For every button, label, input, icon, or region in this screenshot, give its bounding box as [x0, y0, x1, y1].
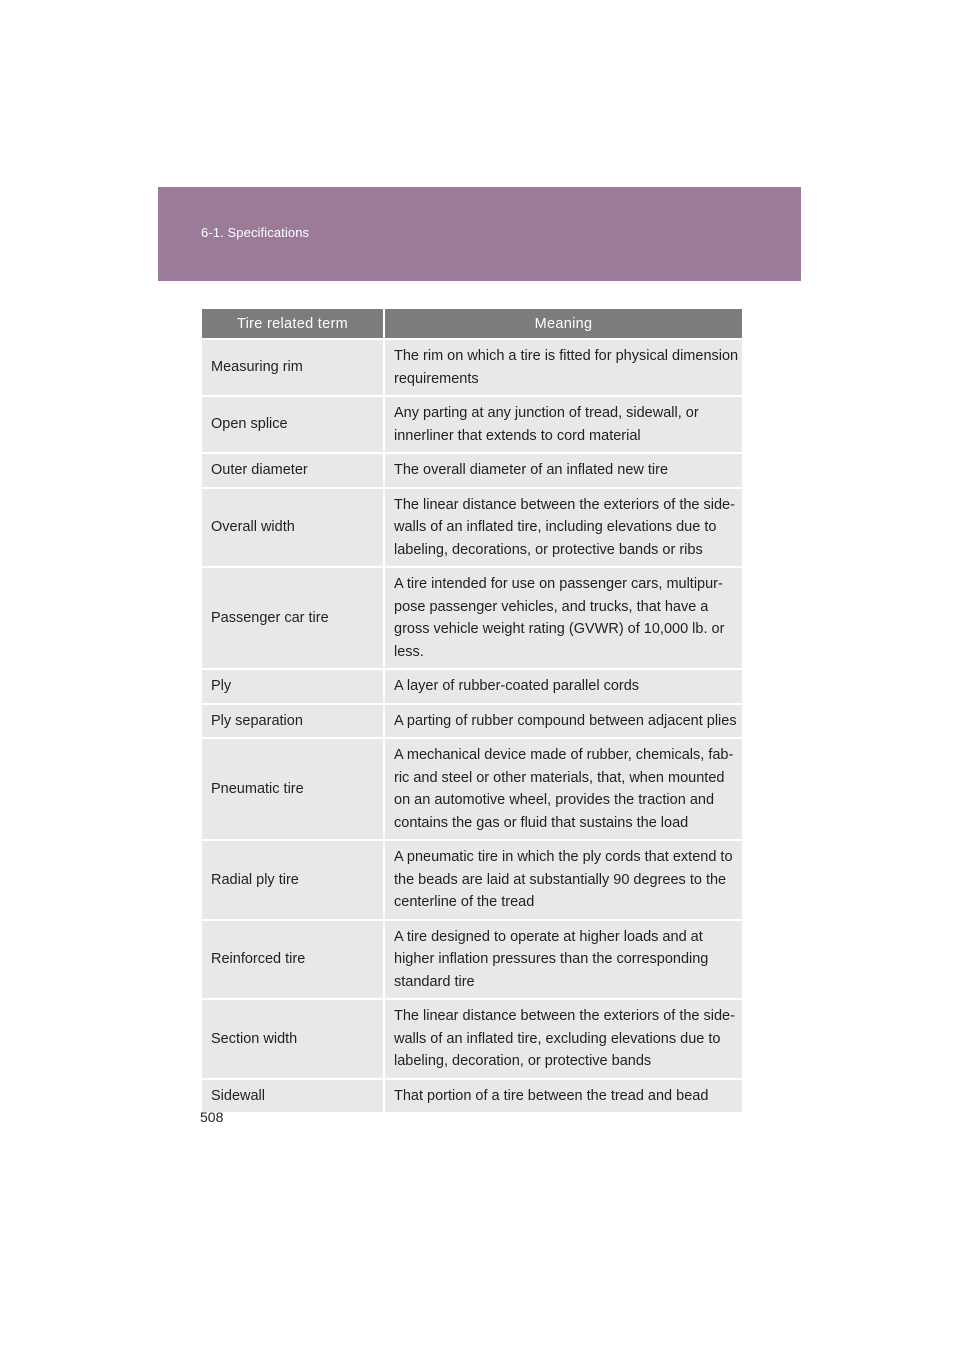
table-row	[202, 920, 742, 1000]
term-cell: Outer diameter	[202, 453, 384, 488]
term-cell: Ply	[202, 669, 384, 704]
table-row	[202, 999, 742, 1079]
term-cell: Section width	[202, 999, 384, 1079]
meaning-cell: Any parting at any junction of tread, sidewall, or innerliner that extends to cord material	[384, 396, 742, 453]
meaning-cell: The linear distance between the exteriors of the side-walls of an inflated tire, including elevations due to labeling, decorations, or protective bands or ribs	[384, 488, 742, 568]
tire-terms-table	[202, 309, 742, 1112]
meaning-cell: A mechanical device made of rubber, chemicals, fab-ric and steel or other materials, that, when mounted on an automotive wheel, provides the traction and contains the gas or fluid that sustains the load	[384, 738, 742, 840]
table-header-row	[202, 309, 742, 339]
section-title: 6-1. Specifications	[201, 225, 310, 240]
table-row	[202, 840, 742, 920]
term-cell: Pneumatic tire	[202, 738, 384, 840]
table-row	[202, 339, 742, 396]
table-row	[202, 453, 742, 488]
meaning-cell: That portion of a tire between the tread and bead	[384, 1079, 742, 1113]
term-cell: Radial ply tire	[202, 840, 384, 920]
meaning-cell: A layer of rubber-coated parallel cords	[384, 669, 742, 704]
section-header-band	[158, 187, 801, 281]
table-row	[202, 738, 742, 840]
meaning-cell: A tire intended for use on passenger cars, multipur-pose passenger vehicles, and trucks, that have a gross vehicle weight rating (GVWR) of 10,000 lb. or less.	[384, 567, 742, 669]
table-row	[202, 396, 742, 453]
meaning-cell: A pneumatic tire in which the ply cords that extend to the beads are laid at substantially 90 degrees to the centerline of the tread	[384, 840, 742, 920]
column-header-term: Tire related term	[202, 309, 384, 339]
meaning-cell: The overall diameter of an inflated new tire	[384, 453, 742, 488]
term-cell: Overall width	[202, 488, 384, 568]
term-cell: Reinforced tire	[202, 920, 384, 1000]
table-row	[202, 488, 742, 568]
table-row	[202, 1079, 742, 1113]
table-row	[202, 704, 742, 739]
meaning-cell: A tire designed to operate at higher loads and at higher inflation pressures than the corresponding standard tire	[384, 920, 742, 1000]
table-row	[202, 567, 742, 669]
term-cell: Measuring rim	[202, 339, 384, 396]
table-row	[202, 669, 742, 704]
term-cell: Passenger car tire	[202, 567, 384, 669]
column-header-meaning: Meaning	[384, 309, 742, 339]
term-cell: Sidewall	[202, 1079, 384, 1113]
meaning-cell: The linear distance between the exteriors of the side-walls of an inflated tire, excluding elevations due to labeling, decoration, or protective bands	[384, 999, 742, 1079]
term-cell: Open splice	[202, 396, 384, 453]
meaning-cell: The rim on which a tire is fitted for physical dimension requirements	[384, 339, 742, 396]
meaning-cell: A parting of rubber compound between adjacent plies	[384, 704, 742, 739]
page-number: 508	[200, 1109, 224, 1125]
term-cell: Ply separation	[202, 704, 384, 739]
